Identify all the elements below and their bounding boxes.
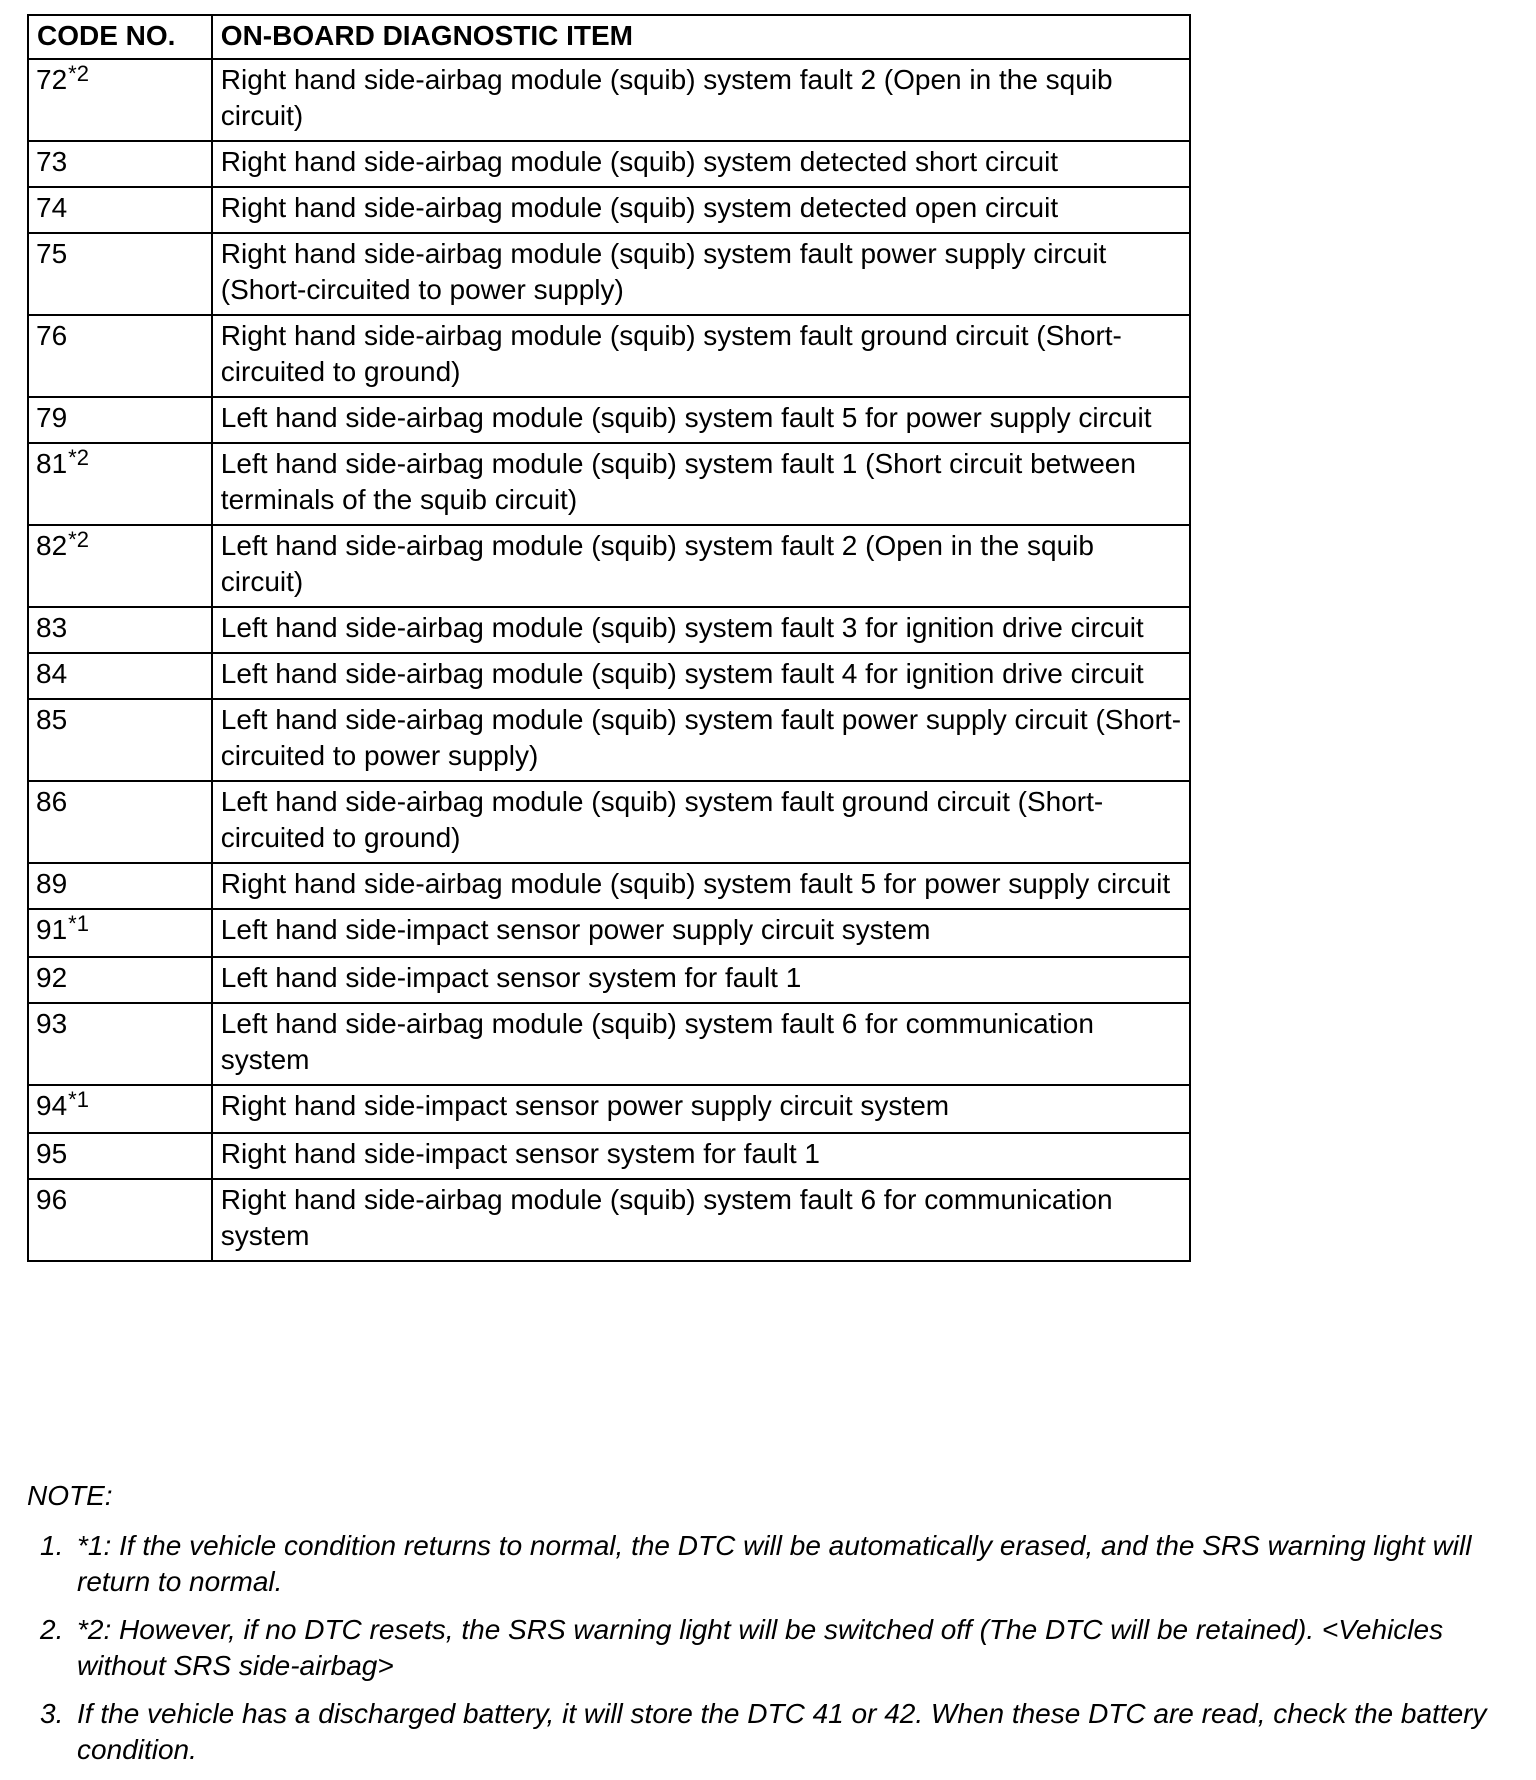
code-number: 74 bbox=[36, 192, 68, 223]
table-row bbox=[28, 607, 1190, 653]
diagnostic-item-cell: Right hand side-airbag module (squib) system fault ground circuit (Short-circuited to ground) bbox=[212, 315, 1190, 397]
diagnostic-item-cell: Right hand side-airbag module (squib) system fault 2 (Open in the squib circuit) bbox=[212, 59, 1190, 141]
table-row bbox=[28, 909, 1190, 957]
diagnostic-item-cell: Right hand side-airbag module (squib) system fault power supply circuit (Short-circuited to power supply) bbox=[212, 233, 1190, 315]
note-list bbox=[27, 1528, 1507, 1780]
footnote-mark: *2 bbox=[68, 527, 89, 552]
code-cell bbox=[28, 1085, 212, 1133]
code-number: 89 bbox=[36, 868, 68, 899]
table-row bbox=[28, 443, 1190, 525]
code-cell bbox=[28, 1179, 212, 1261]
diagnostic-item-cell: Right hand side-impact sensor power supply circuit system bbox=[212, 1085, 1190, 1133]
diagnostic-item-cell: Left hand side-airbag module (squib) system fault 5 for power supply circuit bbox=[212, 397, 1190, 443]
code-cell bbox=[28, 233, 212, 315]
code-cell bbox=[28, 909, 212, 957]
code-number: 91 bbox=[36, 914, 68, 945]
code-number: 96 bbox=[36, 1184, 68, 1215]
table-row bbox=[28, 525, 1190, 607]
diagnostic-item-cell: Left hand side-impact sensor system for fault 1 bbox=[212, 957, 1190, 1003]
code-number: 76 bbox=[36, 320, 68, 351]
code-number: 92 bbox=[36, 962, 68, 993]
table-row bbox=[28, 59, 1190, 141]
code-cell bbox=[28, 525, 212, 607]
code-number: 79 bbox=[36, 402, 68, 433]
note-text: *2: However, if no DTC resets, the SRS warning light will be switched off (The DTC will be retained). <Vehicles without SRS side-airbag> bbox=[77, 1614, 1444, 1681]
table-header-row bbox=[28, 15, 1190, 59]
code-cell bbox=[28, 863, 212, 909]
table-body bbox=[28, 59, 1190, 1261]
table-row bbox=[28, 1085, 1190, 1133]
diagnostic-item-cell: Right hand side-airbag module (squib) system fault 5 for power supply circuit bbox=[212, 863, 1190, 909]
code-number: 94 bbox=[36, 1090, 68, 1121]
diagnostic-item-cell: Left hand side-airbag module (squib) system fault power supply circuit (Short-circuited to power supply) bbox=[212, 699, 1190, 781]
code-number: 84 bbox=[36, 658, 68, 689]
table-row bbox=[28, 957, 1190, 1003]
code-number: 81 bbox=[36, 448, 68, 479]
note-number: 1. bbox=[40, 1530, 64, 1561]
table-row bbox=[28, 397, 1190, 443]
note-item bbox=[27, 1612, 1507, 1684]
footnote-mark: *1 bbox=[68, 911, 89, 936]
code-cell bbox=[28, 653, 212, 699]
code-cell bbox=[28, 59, 212, 141]
table-row bbox=[28, 1003, 1190, 1085]
footnote-mark: *1 bbox=[68, 1087, 89, 1112]
code-number: 86 bbox=[36, 786, 68, 817]
diagnostic-item-cell: Left hand side-airbag module (squib) system fault 1 (Short circuit between terminals of the squib circuit) bbox=[212, 443, 1190, 525]
code-cell bbox=[28, 607, 212, 653]
table-row bbox=[28, 699, 1190, 781]
code-number: 75 bbox=[36, 238, 68, 269]
diagnostic-item-cell: Left hand side-airbag module (squib) system fault 2 (Open in the squib circuit) bbox=[212, 525, 1190, 607]
code-number: 93 bbox=[36, 1008, 68, 1039]
code-number: 85 bbox=[36, 704, 68, 735]
code-number: 73 bbox=[36, 146, 68, 177]
table-row bbox=[28, 1133, 1190, 1179]
note-number: 2. bbox=[40, 1614, 64, 1645]
code-cell bbox=[28, 443, 212, 525]
code-number: 82 bbox=[36, 530, 68, 561]
table-row bbox=[28, 863, 1190, 909]
diagnostic-item-cell: Left hand side-airbag module (squib) system fault 6 for communication system bbox=[212, 1003, 1190, 1085]
code-cell bbox=[28, 1133, 212, 1179]
item-column-header: ON-BOARD DIAGNOSTIC ITEM bbox=[212, 15, 1190, 59]
code-cell bbox=[28, 957, 212, 1003]
diagnostic-item-cell: Right hand side-airbag module (squib) system detected short circuit bbox=[212, 141, 1190, 187]
code-number: 95 bbox=[36, 1138, 68, 1169]
diagnostic-item-cell: Left hand side-airbag module (squib) system fault 3 for ignition drive circuit bbox=[212, 607, 1190, 653]
diagnostic-item-cell: Left hand side-impact sensor power supply circuit system bbox=[212, 909, 1190, 957]
table-row bbox=[28, 141, 1190, 187]
code-cell bbox=[28, 781, 212, 863]
table-row bbox=[28, 653, 1190, 699]
diagnostic-item-cell: Left hand side-airbag module (squib) system fault ground circuit (Short-circuited to ground) bbox=[212, 781, 1190, 863]
note-number: 3. bbox=[40, 1698, 64, 1729]
code-cell bbox=[28, 699, 212, 781]
table-row bbox=[28, 1179, 1190, 1261]
note-text: If the vehicle has a discharged battery, it will store the DTC 41 or 42. When these DTC are read, check the battery condition. bbox=[77, 1698, 1487, 1765]
diagnostic-item-cell: Left hand side-airbag module (squib) system fault 4 for ignition drive circuit bbox=[212, 653, 1190, 699]
footnote-mark: *2 bbox=[68, 445, 89, 470]
diagnostic-item-cell: Right hand side-airbag module (squib) system detected open circuit bbox=[212, 187, 1190, 233]
table-row bbox=[28, 233, 1190, 315]
table-row bbox=[28, 187, 1190, 233]
code-column-header: CODE NO. bbox=[28, 15, 212, 59]
diagnostic-item-cell: Right hand side-airbag module (squib) system fault 6 for communication system bbox=[212, 1179, 1190, 1261]
code-number: 83 bbox=[36, 612, 68, 643]
code-cell bbox=[28, 187, 212, 233]
code-cell bbox=[28, 141, 212, 187]
code-cell bbox=[28, 1003, 212, 1085]
code-cell bbox=[28, 397, 212, 443]
note-heading: NOTE: bbox=[27, 1480, 113, 1511]
note-text: *1: If the vehicle condition returns to normal, the DTC will be automatically erased, and the SRS warning light will return to normal. bbox=[77, 1530, 1472, 1597]
code-cell bbox=[28, 315, 212, 397]
table-row bbox=[28, 781, 1190, 863]
note-item bbox=[27, 1696, 1507, 1768]
footnote-mark: *2 bbox=[68, 61, 89, 86]
code-number: 72 bbox=[36, 64, 68, 95]
diagnostic-item-cell: Right hand side-impact sensor system for fault 1 bbox=[212, 1133, 1190, 1179]
diagnostic-code-table bbox=[27, 14, 1191, 1262]
note-item bbox=[27, 1528, 1507, 1600]
table-row bbox=[28, 315, 1190, 397]
